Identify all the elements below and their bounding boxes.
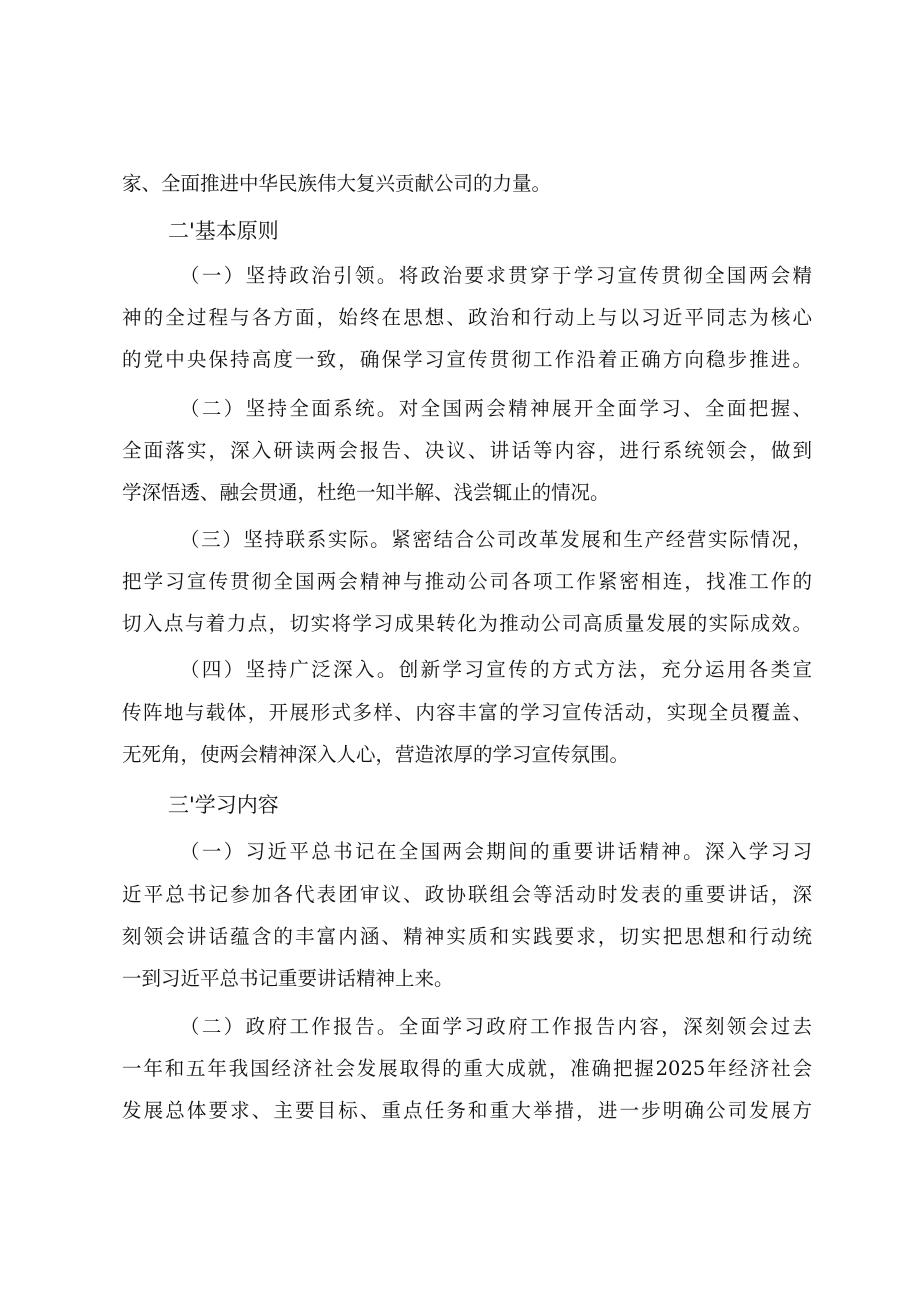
- paragraph-line: （三）坚持联系实际。紧密结合公司改革发展和生产经营实际情况，: [180, 528, 812, 551]
- paragraph-line: （一）坚持政治引领。将政治要求贯穿于学习宣传贯彻全国两会精: [180, 264, 812, 287]
- paragraph-line: 家、全面推进中华民族伟大复兴贡献公司的力量。: [122, 172, 552, 195]
- paragraph-line: 切入点与着力点，切实将学习成果转化为推动公司高质量发展的实际成效。: [122, 612, 812, 635]
- paragraph-line: （二）坚持全面系统。对全国两会精神展开全面学习、全面把握、: [180, 397, 812, 420]
- paragraph-line: （四）坚持广泛深入。创新学习宣传的方式方法，充分运用各类宣: [180, 658, 812, 681]
- section-heading-principles: 二'基本原则: [168, 219, 279, 243]
- section-heading-content: 三'学习内容: [168, 793, 279, 817]
- paragraph-line: 学深悟透、融会贯通，杜绝一知半解、浅尝辄止的情况。: [122, 481, 610, 504]
- paragraph-line: （一）习近平总书记在全国两会期间的重要讲话精神。深入学习习: [180, 840, 812, 863]
- paragraph-line: 把学习宣传贯彻全国两会精神与推动公司各项工作紧密相连，找准工作的: [122, 570, 812, 593]
- paragraph-line: 传阵地与载体，开展形式多样、内容丰富的学习宣传活动，实现全员覆盖、: [122, 701, 812, 724]
- paragraph-line: 近平总书记参加各代表团审议、政协联组会等活动时发表的重要讲话，深: [122, 883, 812, 906]
- paragraph-line: 的党中央保持高度一致，确保学习宣传贯彻工作沿着正确方向稳步推进。: [122, 348, 812, 371]
- paragraph-line: 发展总体要求、主要目标、重点任务和重大举措，进一步明确公司发展方: [122, 1099, 812, 1122]
- paragraph-line: 全面落实，深入研读两会报告、决议、讲话等内容，进行系统领会，做到: [122, 439, 812, 462]
- paragraph-line: 一到习近平总书记重要讲话精神上来。: [122, 967, 454, 990]
- paragraph-line: 一年和五年我国经济社会发展取得的重大成就，准确把握2025年经济社会: [122, 1057, 812, 1080]
- paragraph-line: 无死角，使两会精神深入人心，营造浓厚的学习宣传氛围。: [122, 743, 630, 766]
- paragraph-line: （二）政府工作报告。全面学习政府工作报告内容，深刻领会过去: [180, 1015, 812, 1038]
- paragraph-line: 神的全过程与各方面，始终在思想、政治和行动上与以习近平同志为核心: [122, 306, 812, 329]
- paragraph-line: 刻领会讲话蕴含的丰富内涵、精神实质和实践要求，切实把思想和行动统: [122, 925, 812, 948]
